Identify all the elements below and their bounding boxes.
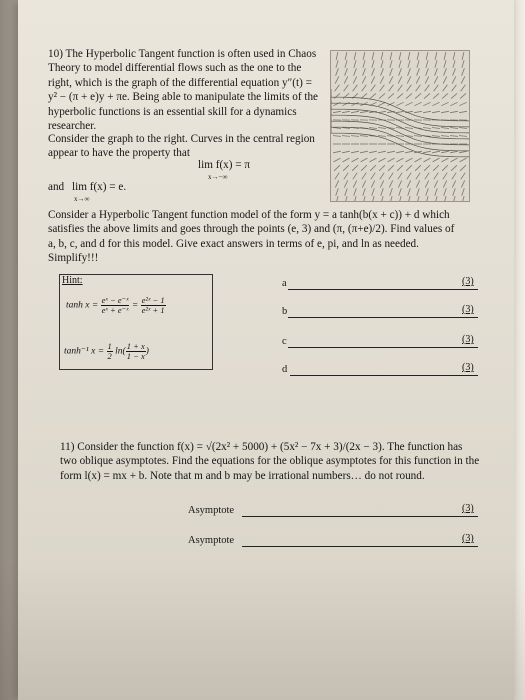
- field-segment: [335, 173, 339, 180]
- field-segment: [424, 165, 430, 171]
- field-segment: [462, 196, 464, 201]
- field-segment: [444, 68, 447, 75]
- field-segment: [381, 60, 383, 68]
- field-segment: [460, 165, 466, 171]
- field-segment: [388, 158, 395, 162]
- field-segment: [462, 52, 464, 60]
- field-segment: [452, 180, 455, 187]
- field-segment: [416, 173, 420, 180]
- field-segment: [369, 128, 377, 129]
- field-segment: [441, 151, 449, 153]
- field-segment: [434, 85, 439, 91]
- field-segment: [380, 173, 384, 180]
- field-segment: [380, 180, 383, 187]
- field-segment: [362, 76, 366, 83]
- field-segment: [372, 196, 374, 201]
- field-segment: [352, 158, 359, 162]
- field-segment: [441, 111, 449, 112]
- field-segment: [372, 60, 374, 68]
- q10-model: Consider a Hyperbolic Tangent function model of the form y = a tanh(b(x + c)) + d which satisfies the above limits and goes through the points (e, 3) and (π, (π+e)/2). Find values of a, b, c, and d for this model. Give exact answers in terms of e, pi, and ln as needed. Simplify!!!: [48, 209, 455, 265]
- field-segment: [450, 151, 458, 153]
- hint-tanh-frac-2: [141, 296, 166, 315]
- field-segment: [442, 93, 448, 98]
- field-segment: [444, 188, 447, 196]
- field-segment: [459, 102, 466, 105]
- field-segment: [450, 128, 458, 129]
- field-segment: [335, 180, 338, 187]
- hint-frac2-num: e²ˣ − 1: [141, 295, 165, 305]
- field-segment: [345, 68, 348, 75]
- field-segment: [441, 136, 449, 137]
- field-segment: [451, 165, 457, 171]
- field-segment: [344, 173, 348, 180]
- field-segment: [336, 188, 339, 196]
- field-segment: [443, 173, 447, 180]
- hint-frac1-den: eˣ + e⁻ˣ: [101, 305, 129, 315]
- field-segment: [453, 196, 455, 201]
- field-segment: [399, 60, 401, 68]
- field-segment: [396, 102, 403, 105]
- q11-text: 11) Consider the function f(x) = √(2x² + 5000) + (5x² − 7x + 3)/(2x − 3). The function has two oblique asymptotes. Find the equations for the oblique asymptotes for this function in the form l(x) = mx + b. Note that m and b may be irrational numbers… do not round.: [60, 441, 480, 482]
- field-segment: [414, 102, 421, 105]
- field-segment: [353, 85, 358, 91]
- field-segment: [353, 76, 357, 83]
- field-segment: [381, 52, 383, 60]
- field-segment: [406, 165, 412, 171]
- hint-title: Hint:: [62, 275, 83, 286]
- field-segment: [370, 165, 376, 171]
- q11-answer-line-2[interactable]: [242, 546, 478, 547]
- q11-points-2: (3): [462, 533, 474, 544]
- field-segment: [424, 93, 430, 98]
- hint-atanh-lhs: tanh⁻¹ x =: [64, 346, 105, 357]
- field-segment: [372, 52, 374, 60]
- field-segment: [417, 196, 419, 201]
- field-segment: [334, 158, 341, 162]
- field-segment: [398, 76, 402, 83]
- field-segment: [407, 180, 410, 187]
- field-segment: [459, 151, 467, 153]
- field-segment: [397, 93, 403, 98]
- field-segment: [363, 68, 366, 75]
- q10-limit-1: lim f(x) = π: [198, 159, 251, 171]
- field-segment: [353, 180, 356, 187]
- field-segment: [461, 76, 465, 83]
- field-segment: [460, 158, 467, 162]
- field-segment: [334, 93, 340, 98]
- field-segment: [425, 76, 429, 83]
- field-segment: [434, 173, 438, 180]
- field-segment: [407, 85, 412, 91]
- field-segment: [362, 180, 365, 187]
- field-segment: [351, 136, 359, 137]
- field-segment: [371, 173, 375, 180]
- field-segment: [381, 68, 384, 75]
- field-segment: [405, 151, 413, 153]
- field-segment: [405, 128, 413, 129]
- field-segment: [459, 111, 467, 112]
- field-segment: [426, 60, 428, 68]
- hint-half-den: 2: [107, 351, 112, 361]
- field-segment: [416, 180, 419, 187]
- field-segment: [336, 196, 338, 201]
- field-segment: [396, 111, 404, 112]
- field-segment: [351, 111, 359, 112]
- field-segment: [434, 76, 438, 83]
- field-segment: [335, 76, 339, 83]
- field-segment: [354, 60, 356, 68]
- field-segment: [336, 52, 338, 60]
- field-segment: [378, 136, 386, 137]
- field-segment: [361, 165, 367, 171]
- field-segment: [344, 85, 349, 91]
- field-segment: [399, 68, 402, 75]
- hint-tanh-frac-1: [101, 296, 130, 315]
- field-segment: [444, 60, 446, 68]
- q10-answer-line-4[interactable]: [290, 375, 478, 376]
- field-segment: [417, 68, 420, 75]
- field-segment: [378, 128, 386, 129]
- field-segment: [433, 158, 440, 162]
- field-segment: [444, 196, 446, 201]
- q11-points-1: (3): [462, 503, 474, 514]
- field-segment: [461, 173, 465, 180]
- field-segment: [424, 158, 431, 162]
- field-segment: [399, 196, 401, 201]
- field-segment: [441, 102, 448, 105]
- field-segment: [354, 196, 356, 201]
- field-segment: [417, 52, 419, 60]
- field-segment: [408, 52, 410, 60]
- field-segment: [459, 136, 467, 137]
- field-segment: [397, 158, 404, 162]
- q10-points-4: (3): [462, 362, 474, 373]
- field-segment: [435, 52, 437, 60]
- field-segment: [450, 111, 458, 112]
- field-segment: [343, 158, 350, 162]
- field-segment: [369, 151, 377, 153]
- q10-label-3: c: [282, 336, 287, 347]
- field-segment: [371, 180, 374, 187]
- field-segment: [396, 151, 404, 153]
- field-segment: [379, 158, 386, 162]
- field-segment: [425, 85, 430, 91]
- field-segment: [342, 136, 350, 137]
- field-segment: [360, 136, 368, 137]
- field-segment: [462, 60, 464, 68]
- field-segment: [389, 76, 393, 83]
- field-segment: [335, 85, 340, 91]
- field-segment: [360, 111, 368, 112]
- field-segment: [336, 68, 339, 75]
- field-segment: [390, 60, 392, 68]
- field-segment: [408, 188, 411, 196]
- field-segment: [343, 93, 349, 98]
- field-segment: [423, 102, 430, 105]
- solution-curve: [331, 95, 469, 127]
- q10-points-1: (3): [462, 276, 474, 287]
- field-segment: [362, 173, 366, 180]
- field-segment: [459, 128, 467, 129]
- field-segment: [444, 52, 446, 60]
- field-segment: [362, 85, 367, 91]
- field-segment: [389, 85, 394, 91]
- field-segment: [390, 196, 392, 201]
- field-segment: [406, 93, 412, 98]
- q10-answer-line-1[interactable]: [288, 289, 478, 290]
- field-segment: [451, 158, 458, 162]
- field-segment: [443, 180, 446, 187]
- q10-limit-2-sub: x→∞: [74, 195, 90, 203]
- field-segment: [333, 136, 341, 137]
- field-segment: [450, 136, 458, 137]
- field-segment: [435, 60, 437, 68]
- hint-atanh-arg: [126, 342, 146, 361]
- hint-half-num: 1: [107, 341, 112, 351]
- field-segment: [399, 188, 402, 196]
- q10-points-3: (3): [462, 334, 474, 345]
- field-segment: [450, 102, 457, 105]
- field-segment: [363, 188, 366, 196]
- q10-answer-line-3[interactable]: [288, 347, 478, 348]
- field-segment: [434, 180, 437, 187]
- hint-tanh-lhs: tanh x =: [66, 300, 99, 311]
- field-segment: [426, 196, 428, 201]
- hint-atanh-formula: tanh⁻¹ x = $\frac{1}{2}$ ln( $\frac{1 + x}{1 - x}$ ): [64, 341, 149, 361]
- direction-field-svg: [331, 51, 469, 201]
- field-segment: [435, 68, 438, 75]
- q11-answer-line-1[interactable]: [242, 516, 478, 517]
- field-segment: [345, 60, 347, 68]
- field-segment: [453, 188, 456, 196]
- field-segment: [363, 60, 365, 68]
- field-segment: [453, 52, 455, 60]
- field-segment: [407, 173, 411, 180]
- q11-label-2: Asymptote: [188, 535, 235, 546]
- field-segment: [433, 93, 439, 98]
- field-segment: [390, 188, 393, 196]
- field-segment: [415, 165, 421, 171]
- field-segment: [354, 188, 357, 196]
- field-segment: [408, 68, 411, 75]
- field-segment: [415, 158, 422, 162]
- field-segment: [354, 52, 356, 60]
- field-segment: [361, 158, 368, 162]
- field-segment: [396, 136, 404, 137]
- q10-label-2: b: [282, 306, 288, 317]
- field-segment: [442, 165, 448, 171]
- field-segment: [462, 68, 465, 75]
- field-segment: [408, 196, 410, 201]
- field-segment: [336, 60, 338, 68]
- field-segment: [387, 151, 395, 153]
- field-segment: [432, 128, 440, 129]
- field-segment: [443, 76, 447, 83]
- field-segment: [389, 173, 393, 180]
- field-segment: [381, 196, 383, 201]
- hint-frac2-den: e²ˣ + 1: [141, 305, 165, 315]
- field-segment: [360, 151, 368, 153]
- q10-consider: Consider the graph to the right. Curves in the central region appear to have the property that: [48, 133, 315, 160]
- q10-label-1: a: [282, 278, 287, 289]
- q10-limit-2: lim f(x) = e.: [72, 181, 127, 193]
- hint-tanh-formula: tanh x = $\frac{\text{eˣ − e⁻ˣ}}{\text{eˣ + e⁻ˣ}}$ = $\frac{\text{e²ˣ − 1}}{\text{e²ˣ + 1}}$: [66, 295, 165, 315]
- field-segment: [425, 180, 428, 187]
- field-segment: [399, 52, 401, 60]
- field-segment: [451, 93, 457, 98]
- field-segment: [441, 128, 449, 129]
- field-segment: [380, 76, 384, 83]
- field-segment: [442, 158, 449, 162]
- field-segment: [345, 196, 347, 201]
- field-segment: [453, 68, 456, 75]
- field-segment: [407, 76, 411, 83]
- field-segment: [342, 102, 349, 105]
- field-segment: [417, 188, 420, 196]
- field-segment: [388, 93, 394, 98]
- field-segment: [333, 128, 341, 129]
- field-segment: [433, 165, 439, 171]
- field-segment: [372, 188, 375, 196]
- field-segment: [342, 111, 350, 112]
- field-segment: [389, 180, 392, 187]
- field-segment: [343, 165, 349, 171]
- field-segment: [423, 128, 431, 129]
- field-segment: [371, 76, 375, 83]
- field-segment: [397, 165, 403, 171]
- field-segment: [380, 85, 385, 91]
- direction-field-graph: [330, 50, 470, 202]
- field-segment: [390, 52, 392, 60]
- hint-arg-den: 1 − x: [126, 351, 145, 361]
- q10-and: and: [48, 181, 65, 193]
- field-segment: [423, 151, 431, 153]
- field-segment: [425, 173, 429, 180]
- field-segment: [363, 52, 365, 60]
- field-segment: [378, 111, 386, 112]
- solution-curve: [331, 89, 469, 121]
- field-segment: [351, 151, 359, 153]
- field-segment: [461, 85, 466, 91]
- q10-points-2: (3): [462, 304, 474, 315]
- field-segment: [354, 68, 357, 75]
- field-segment: [398, 85, 403, 91]
- field-segment: [371, 85, 376, 91]
- field-segment: [352, 165, 358, 171]
- field-segment: [452, 76, 456, 83]
- field-segment: [415, 93, 421, 98]
- solution-curve: [331, 119, 469, 151]
- field-segment: [344, 180, 347, 187]
- hint-arg-num: 1 + x: [126, 341, 145, 351]
- field-segment: [460, 93, 466, 98]
- hint-atanh-half: [107, 342, 113, 361]
- field-segment: [452, 173, 456, 180]
- field-segment: [405, 102, 412, 105]
- q11-label-1: Asymptote: [188, 505, 235, 516]
- field-segment: [435, 188, 438, 196]
- solution-curve: [331, 113, 469, 145]
- field-segment: [345, 188, 348, 196]
- field-segment: [370, 158, 377, 162]
- field-segment: [452, 85, 457, 91]
- field-segment: [344, 76, 348, 83]
- field-segment: [426, 68, 429, 75]
- q10-answer-line-2[interactable]: [288, 317, 478, 318]
- field-segment: [417, 60, 419, 68]
- field-segment: [426, 52, 428, 60]
- field-segment: [353, 173, 357, 180]
- field-segment: [416, 85, 421, 91]
- field-segment: [388, 165, 394, 171]
- field-segment: [426, 188, 429, 196]
- field-segment: [423, 111, 431, 112]
- field-segment: [432, 111, 440, 112]
- field-segment: [378, 151, 386, 153]
- field-segment: [381, 188, 384, 196]
- field-segment: [398, 180, 401, 187]
- field-segment: [390, 68, 393, 75]
- field-segment: [435, 196, 437, 201]
- field-segment: [363, 196, 365, 201]
- q10-intro: 10) The Hyperbolic Tangent function is often used in Chaos Theory to model differential flows such as the one to the right, which is the graph of the differential equation y″(t) = y² − (π + e)y + πe. Being able to manipulate the limits of the hyperbolic functions is an essential skill for a dynamics researcher.: [48, 48, 319, 133]
- field-segment: [432, 136, 440, 137]
- field-segment: [398, 173, 402, 180]
- field-segment: [342, 151, 350, 153]
- field-segment: [372, 68, 375, 75]
- hint-atanh-ln: ln: [115, 346, 123, 357]
- field-segment: [379, 93, 385, 98]
- q10-limit-1-sub: x→−∞: [208, 173, 228, 181]
- field-segment: [345, 52, 347, 60]
- field-segment: [334, 165, 340, 171]
- field-segment: [432, 151, 440, 153]
- field-segment: [416, 76, 420, 83]
- field-segment: [406, 158, 413, 162]
- field-segment: [432, 102, 439, 105]
- field-segment: [414, 111, 422, 112]
- field-segment: [462, 188, 465, 196]
- field-segment: [408, 60, 410, 68]
- field-segment: [379, 165, 385, 171]
- q10-label-4: d: [282, 364, 288, 375]
- hint-frac1-num: eˣ − e⁻ˣ: [101, 295, 129, 305]
- field-segment: [414, 136, 422, 137]
- field-segment: [333, 151, 341, 153]
- field-segment: [370, 93, 376, 98]
- field-segment: [461, 180, 464, 187]
- field-segment: [333, 111, 341, 112]
- field-segment: [453, 60, 455, 68]
- field-segment: [443, 85, 448, 91]
